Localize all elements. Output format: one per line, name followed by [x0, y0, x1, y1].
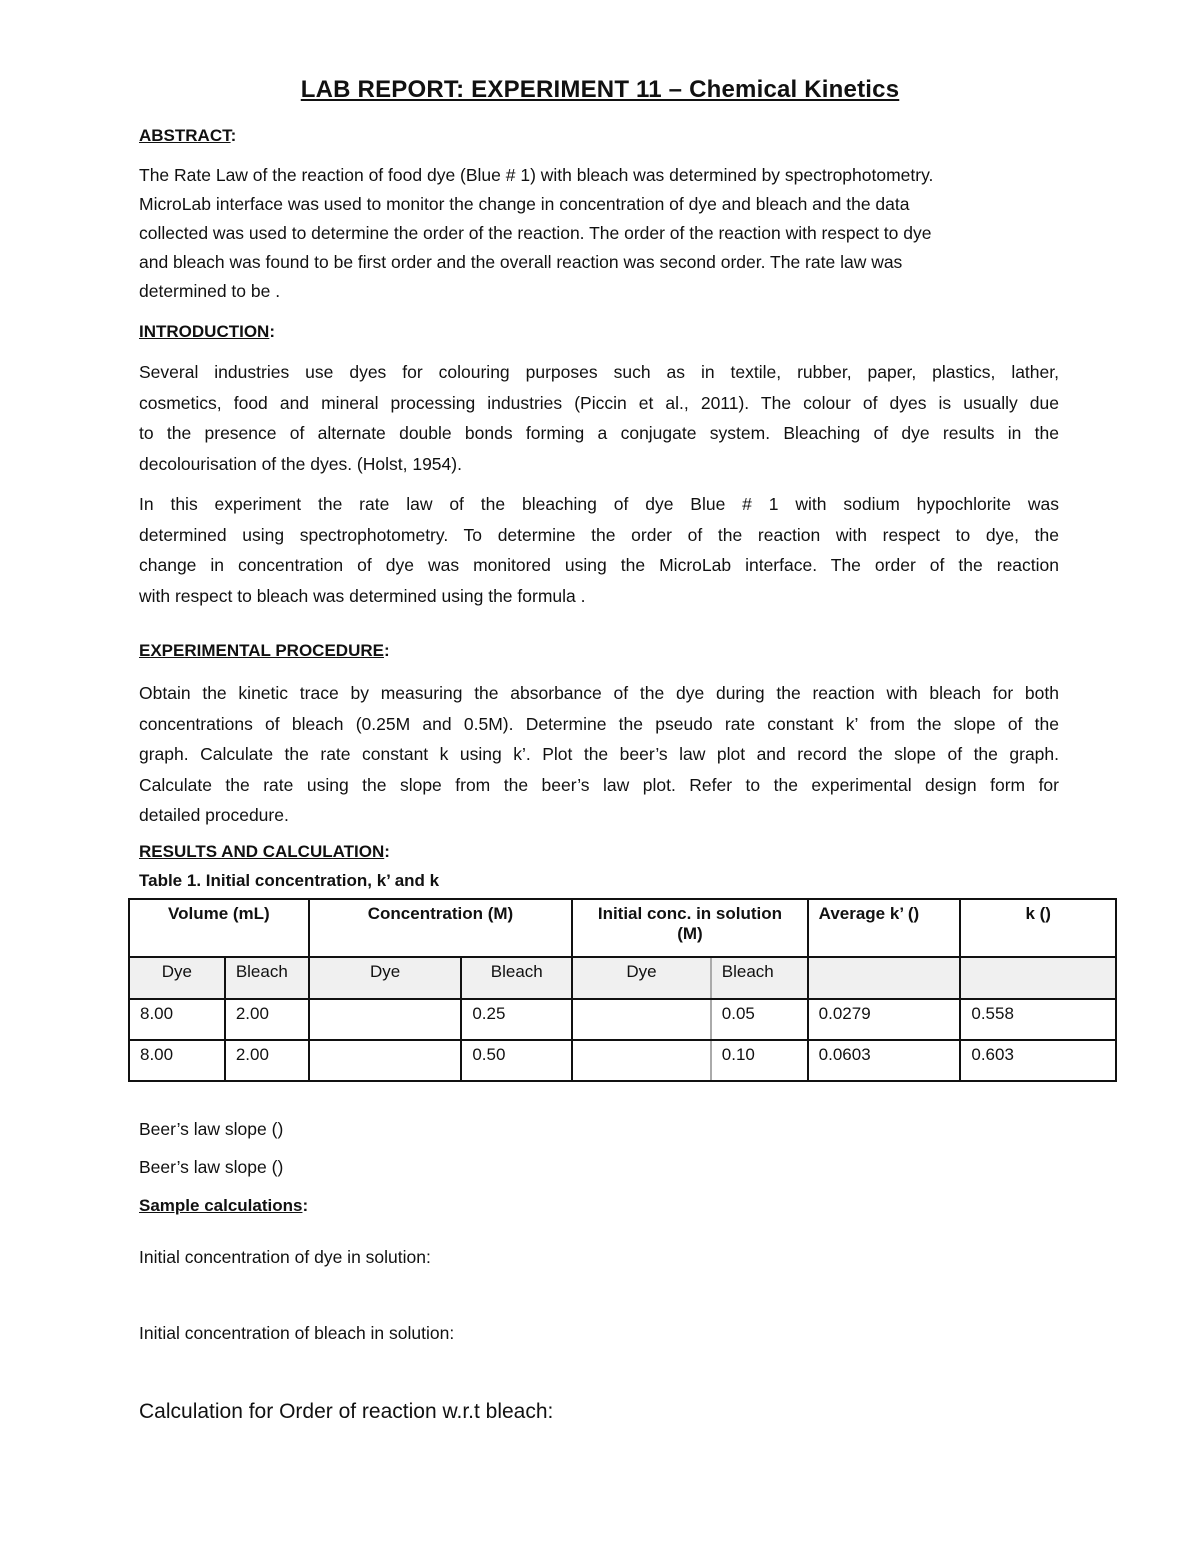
table-cell [572, 1040, 711, 1081]
subheader-cell [960, 957, 1116, 999]
abstract-line: determined to be . [139, 281, 281, 301]
abstract-heading: ABSTRACT: [139, 126, 237, 145]
intro-line: with respect to bleach was determined using the formula . [139, 585, 586, 606]
procedure-heading: EXPERIMENTAL PROCEDURE: [139, 641, 390, 660]
table-row [129, 1040, 1116, 1081]
header-cell: Initial conc. in solution (M) [572, 899, 807, 957]
beers-law-slope-2: Beer’s law slope () [139, 1157, 284, 1177]
beers-law-slope-1: Beer’s law slope () [139, 1119, 284, 1139]
intro-line: decolourisation of the dyes. (Holst, 1954). [139, 453, 462, 474]
procedure-line: Obtain the kinetic trace by measuring the absorbance of the dye during the reaction with bleach for both [139, 683, 1059, 703]
subheader-cell: Bleach [711, 957, 808, 999]
table-cell: 0.25 [461, 999, 572, 1040]
header-cell: Volume (mL) [129, 899, 309, 957]
introduction-paragraph-2 [139, 489, 1059, 611]
intro-line: Several industries use dyes for colouring purposes such as in textile, rubber, paper, plastics, lather, [139, 362, 1059, 382]
abstract-line: MicroLab interface was used to monitor the change in concentration of dye and bleach and the data [139, 194, 910, 214]
table-cell: 0.0279 [808, 999, 961, 1040]
header-cell: Concentration (M) [309, 899, 572, 957]
abstract-line: and bleach was found to be first order and the overall reaction was second order. The rate law was [139, 252, 903, 272]
intro-line: cosmetics, food and mineral processing industries (Piccin et al., 2011). The colour of dyes is usually due [139, 392, 1059, 413]
table-cell: 0.05 [711, 999, 808, 1040]
table-cell: 0.558 [960, 999, 1116, 1040]
table-caption: Table 1. Initial concentration, k’ and k [139, 871, 440, 890]
header-cell: k () [960, 899, 1116, 957]
subheader-cell: Dye [129, 957, 225, 999]
procedure-line: detailed procedure. [139, 805, 289, 825]
table-cell: 0.10 [711, 1040, 808, 1081]
sample-calculations-heading: Sample calculations: [139, 1196, 309, 1215]
report-title: LAB REPORT: EXPERIMENT 11 – Chemical Kinetics [300, 76, 900, 103]
subheader-cell: Dye [572, 957, 711, 999]
subheader-cell: Bleach [461, 957, 572, 999]
table-cell [309, 999, 462, 1040]
introduction-paragraph-1 [139, 357, 1059, 479]
intro-line: In this experiment the rate law of the bleaching of dye Blue # 1 with sodium hypochlorite was [139, 494, 1059, 514]
abstract-line: collected was used to determine the order of the reaction. The order of the reaction with respect to dye [139, 223, 932, 243]
procedure-line: Calculate the rate using the slope from the beer’s law plot. Refer to the experimental design form for [139, 774, 1059, 795]
abstract-paragraph [139, 161, 1059, 306]
table-cell: 0.50 [461, 1040, 572, 1081]
introduction-heading: INTRODUCTION: [139, 322, 275, 341]
table-cell: 0.0603 [808, 1040, 961, 1081]
kinetics-table [128, 898, 1117, 1082]
table-row [129, 999, 1116, 1040]
procedure-line: concentrations of bleach (0.25M and 0.5M). Determine the pseudo rate constant k’ from the slope of the [139, 713, 1059, 734]
header-cell: Average k’ () [808, 899, 961, 957]
intro-line: determined using spectrophotometry. To determine the order of the reaction with respect to dye, the [139, 524, 1059, 545]
table-cell: 8.00 [129, 1040, 225, 1081]
table-cell: 8.00 [129, 999, 225, 1040]
table-subheader-row [129, 957, 1116, 999]
table-cell: 2.00 [225, 999, 309, 1040]
procedure-paragraph [139, 678, 1059, 831]
table-cell: 2.00 [225, 1040, 309, 1081]
subheader-cell: Dye [309, 957, 462, 999]
intro-line: change in concentration of dye was monitored using the MicroLab interface. The order of the reaction [139, 555, 1059, 575]
intro-line: to the presence of alternate double bonds forming a conjugate system. Bleaching of dye results in the [139, 423, 1059, 443]
subheader-cell: Bleach [225, 957, 309, 999]
results-heading: RESULTS AND CALCULATION: [139, 842, 390, 861]
initial-bleach-concentration-label: Initial concentration of bleach in solution: [139, 1323, 455, 1343]
initial-dye-concentration-label: Initial concentration of dye in solution: [139, 1247, 431, 1267]
procedure-line: graph. Calculate the rate constant k using k’. Plot the beer’s law plot and record the slope of the graph. [139, 744, 1059, 764]
table-header-row [129, 899, 1116, 957]
order-of-reaction-heading: Calculation for Order of reaction w.r.t bleach: [139, 1400, 554, 1423]
abstract-line: The Rate Law of the reaction of food dye (Blue # 1) with bleach was determined by spectrophotometry. [139, 165, 934, 185]
table-cell [309, 1040, 462, 1081]
table-cell [572, 999, 711, 1040]
subheader-cell [808, 957, 961, 999]
table-cell: 0.603 [960, 1040, 1116, 1081]
